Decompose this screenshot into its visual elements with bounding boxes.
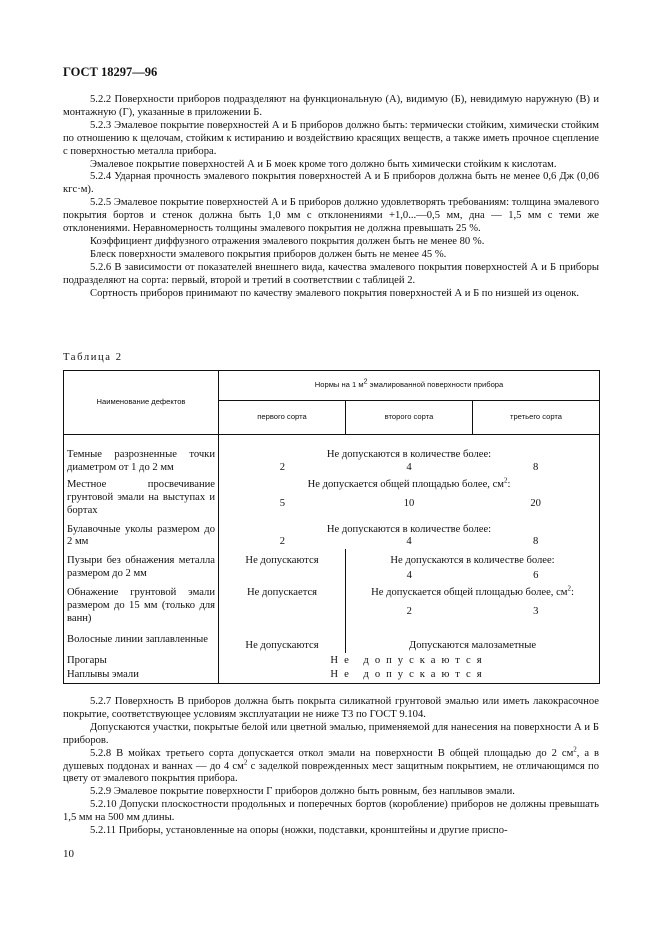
value-grade-2: 4 (406, 461, 412, 473)
norm-cell (219, 435, 600, 475)
norm-cell (219, 518, 600, 550)
norm-note-sup: 2 (567, 584, 571, 593)
norm-note: Не допускаются в количестве более: (390, 555, 555, 567)
paragraph-5-2-5: 5.2.5 Эмалевое покрытие поверхностей А и Б приборов должно удовлетворять требованиям: толщина эмалевого покрытия бортов и стенок должна быть 1,0 мм с отклонениями +1,0...—0,5 мм, дна — 1,5 мм с теми же отклонениями. Неравномерность толщины эмалевого покрытия не должна превышать 25 %. (63, 197, 599, 235)
paragraph-5-2-10: 5.2.10 Допуски плоскостности продольных и поперечных бортов (коробление) приборов не должны превышать 1,5 мм на 500 мм длины. (63, 799, 599, 824)
defect-name: Местное просвечивание грунтовой эмали на выступах и бортах (64, 475, 219, 518)
paragraph-sinks-acid: Эмалевое покрытие поверхностей А и Б моек кроме того должно быть химически стойким к кислотам. (90, 158, 557, 170)
defect-name: Темные разрозненные точки диаметром от 1 до 2 мм (64, 435, 219, 475)
value-grade-1: 5 (279, 497, 285, 509)
defect-name: Наплывы эмали (64, 668, 219, 683)
value-grade-2: 2 (406, 606, 412, 618)
table-row (64, 668, 600, 683)
paragraph-5-2-9: 5.2.9 Эмалевое покрытие поверхности Г приборов должно быть ровным, без наплывов эмали. (90, 786, 515, 798)
table-caption: Таблица 2 (63, 352, 123, 363)
header-norms-suffix: эмалированной поверхности прибора (367, 380, 504, 390)
value-grade-1: Не допускаются (219, 549, 346, 583)
value-grade-1: Не допускается (219, 583, 346, 626)
defect-name: Прогары (64, 653, 219, 668)
defect-name: Волосные линии заплавленные (64, 626, 219, 653)
table-row (64, 435, 600, 475)
paragraph-5-2-6: 5.2.6 В зависимости от показателей внешнего вида, качества эмалевого покрытия поверхностей А и Б приборы подразделяют на сорта: первый, второй и третий в соответствии с таблицей 2. (63, 261, 599, 286)
table-row (64, 626, 600, 653)
value-grade-1: 2 (279, 536, 285, 548)
norm-cell: Не допускаются (219, 668, 600, 683)
header-norms (219, 371, 600, 401)
norm-cell: Не допускаются (219, 653, 600, 668)
header-norms-prefix: Нормы на 1 м (314, 380, 364, 390)
value-grade-3: 8 (533, 461, 539, 473)
paragraph-5-2-11: 5.2.11 Приборы, установленные на опоры (ножки, подставки, кронштейны и другие приспо- (90, 825, 508, 837)
paragraph-5-2-3: 5.2.3 Эмалевое покрытие поверхностей А и Б приборов должно быть: термически стойким, химически стойким по отношению к щелочам, стойким к истиранию и воздействию красящих веществ, а также иметь прочное сцепление с поверхностью металла прибора. (63, 119, 599, 157)
norm-cell (346, 583, 600, 626)
paragraph-5-2-8-b: , а в душевых поддонах и ваннах — до 4 см (63, 747, 599, 772)
norm-note-suffix: : (571, 587, 574, 599)
header-grade-2: второго сорта (346, 401, 473, 435)
superscript-2: 2 (573, 745, 577, 754)
norm-note-prefix: Не допускается общей площадью более, см (371, 587, 568, 599)
defect-name: Обнажение грунтовой эмали размером до 15 мм (только для ванн) (64, 583, 219, 626)
paragraph-grading: Сортность приборов принимают по качеству эмалевого покрытия поверхностей А и Б по низшей из оценок. (90, 287, 580, 299)
superscript-2: 2 (243, 758, 248, 766)
paragraph-5-2-8 (63, 745, 599, 787)
norm-note (346, 584, 599, 600)
header-defects: Наименование дефектов (64, 371, 219, 435)
paragraph-5-2-8-c: с заделкой поврежденных мест защитным покрытием, не отличающимся по цвету от эмалевого покрытия прибора. (63, 760, 599, 785)
table-row (64, 475, 600, 518)
value-grade-3: 6 (533, 570, 539, 582)
paragraph-reflection: Коэффициент диффузного отражения эмалевого покрытия должен быть не менее 80 %. (90, 235, 485, 247)
norm-cell (346, 549, 600, 583)
value-grade-2: 4 (406, 570, 412, 582)
defect-name: Пузыри без обнажения металла размером до 2 мм (64, 549, 219, 583)
norm-cell (219, 475, 600, 518)
table-row (64, 583, 600, 626)
paragraph-5-2-7: 5.2.7 Поверхность В приборов должна быть покрыта силикатной грунтовой эмалью или иметь лакокрасочное покрытие, соответствующее условиям эксплуатации не ниже Т3 по ГОСТ 9.104. (63, 696, 599, 720)
norm-note: Не допускаются в количестве более: (326, 449, 492, 460)
value-grade-2: 10 (403, 497, 415, 509)
value-grade-3: 8 (533, 536, 539, 548)
value-grade-3: 20 (530, 497, 541, 509)
paragraph-gloss: Блеск поверхности эмалевого покрытия приборов должен быть не менее 45 %. (90, 248, 447, 260)
value-grade-3: 3 (533, 606, 539, 618)
table-row (64, 518, 600, 550)
norm-note: Не допускаются в количестве более: (326, 523, 492, 535)
header-norms-sup: 2 (363, 378, 368, 386)
page-number: 10 (63, 848, 74, 860)
value-grade-1: Не допускаются (219, 626, 346, 653)
value-grade-1: 2 (279, 461, 285, 473)
paragraph-5-2-8-a: 5.2.8 В мойках третьего сорта допускается откол эмали на поверхности В общей площадью до 2 см (90, 747, 574, 759)
norm-note-sup: 2 (504, 476, 508, 485)
table-row (64, 549, 600, 583)
bottom-text-block (63, 696, 599, 838)
norm-cell: Допускаются малозаметные (346, 626, 600, 653)
document-header: ГОСТ 18297—96 (63, 65, 158, 79)
table-row (64, 653, 600, 668)
norm-note-prefix: Не допускается общей площадью более, см (307, 478, 504, 490)
header-grade-3: третьего сорта (473, 401, 600, 435)
paragraph-5-2-2: 5.2.2 Поверхности приборов подразделяют на функциональную (А), видимую (Б), невидимую наружную (В) и монтажную (Г), указанные в приложении Б. (63, 94, 599, 118)
paragraph-allowed-areas: Допускаются участки, покрытые белой или цветной эмалью, применяемой для нанесения на поверхности А и Б приборов. (63, 721, 599, 746)
defects-table (63, 370, 600, 684)
norm-note (219, 476, 599, 492)
paragraph-5-2-4: 5.2.4 Ударная прочность эмалевого покрытия поверхностей А и Б приборов должна быть не менее 0,6 Дж (0,06 кгс·м). (63, 171, 599, 196)
header-grade-1: первого сорта (219, 401, 346, 435)
top-text-block (63, 94, 599, 301)
value-grade-2: 4 (406, 536, 412, 548)
defect-name: Булавочные уколы размером до 2 мм (64, 518, 219, 550)
norm-note-suffix: : (507, 478, 511, 490)
